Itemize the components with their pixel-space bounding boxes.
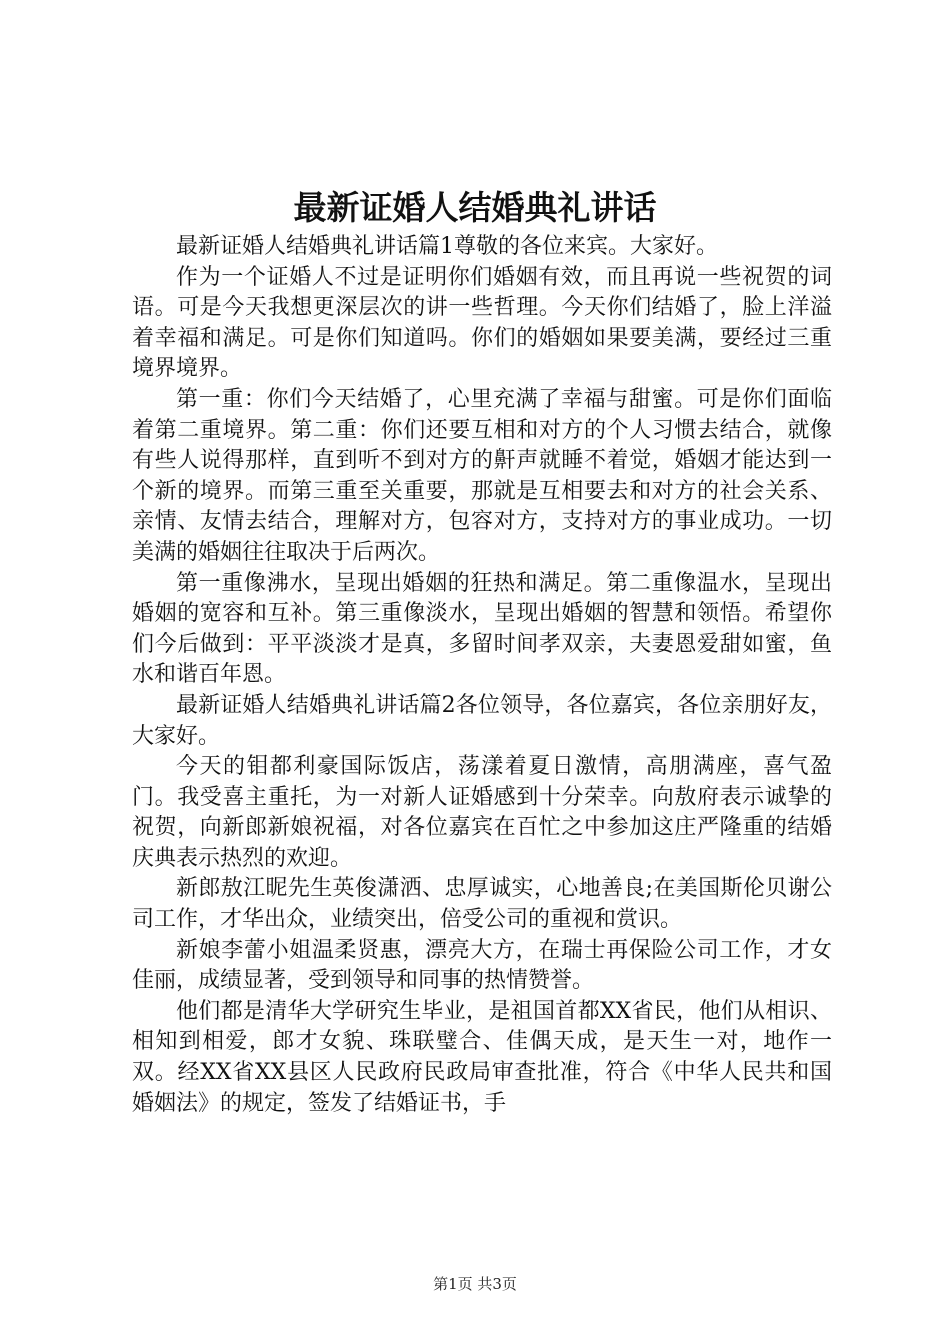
- page-number-footer: 第1页 共3页: [433, 1275, 517, 1293]
- paragraph: 最新证婚人结婚典礼讲话篇2各位领导，各位嘉宾，各位亲朋好友，大家好。: [132, 692, 832, 749]
- paragraph: 最新证婚人结婚典礼讲话篇1尊敬的各位来宾。大家好。: [176, 234, 718, 259]
- document-body: [132, 232, 832, 1119]
- paragraph: 今天的钼都利豪国际饭店，荡漾着夏日激情，高朋满座，喜气盈门。我受喜主重托，为一对新人证婚感到十分荣幸。向敖府表示诚挚的祝贺，向新郎新娘祝福，对各位嘉宾在百忙之中参加这庄严隆重的结婚庆典表示热烈的欢迎。: [132, 754, 832, 871]
- document-title: 最新证婚人结婚典礼讲话: [293, 188, 657, 227]
- paragraph: 第一重：你们今天结婚了，心里充满了幸福与甜蜜。可是你们面临着第二重境界。第二重：你们还要互相和对方的个人习惯去结合，就像有些人说得那样，直到听不到对方的鼾声就睡不着觉，婚姻才能达到一个新的境界。而第三重至关重要，那就是互相要去和对方的社会关系、亲情、友情去结合，理解对方，包容对方，支持对方的事业成功。一切美满的婚姻往往取决于后两次。: [132, 386, 832, 565]
- paragraph: 他们都是清华大学研究生毕业，是祖国首都XX省民，他们从相识、相知到相爱，郎才女貌、珠联璧合、佳偶天成，是天生一对，地作一双。经XX省XX县区人民政府民政局审查批准，符合《中华人民共和国婚姻法》的规定，签发了结婚证书，手: [132, 998, 832, 1116]
- paragraph: 新娘李蕾小姐温柔贤惠，漂亮大方，在瑞士再保险公司工作，才女佳丽，成绩显著，受到领导和同事的热情赞誉。: [132, 937, 832, 994]
- paragraph: 新郎敖江昵先生英俊潇洒、忠厚诚实，心地善良;在美国斯伦贝谢公司工作，才华出众，业绩突出，倍受公司的重视和赏识。: [132, 876, 832, 933]
- paragraph: 第一重像沸水，呈现出婚姻的狂热和满足。第二重像温水，呈现出婚姻的宽容和互补。第三重像淡水，呈现出婚姻的智慧和领悟。希望你们今后做到：平平淡淡才是真，多留时间孝双亲，夫妻恩爱甜如蜜，鱼水和谐百年恩。: [132, 570, 832, 688]
- paragraph: 作为一个证婚人不过是证明你们婚姻有效，而且再说一些祝贺的词语。可是今天我想更深层次的讲一些哲理。今天你们结婚了，脸上洋溢着幸福和满足。可是你们知道吗。你们的婚姻如果要美满，要经过三重境界境界。: [132, 264, 832, 382]
